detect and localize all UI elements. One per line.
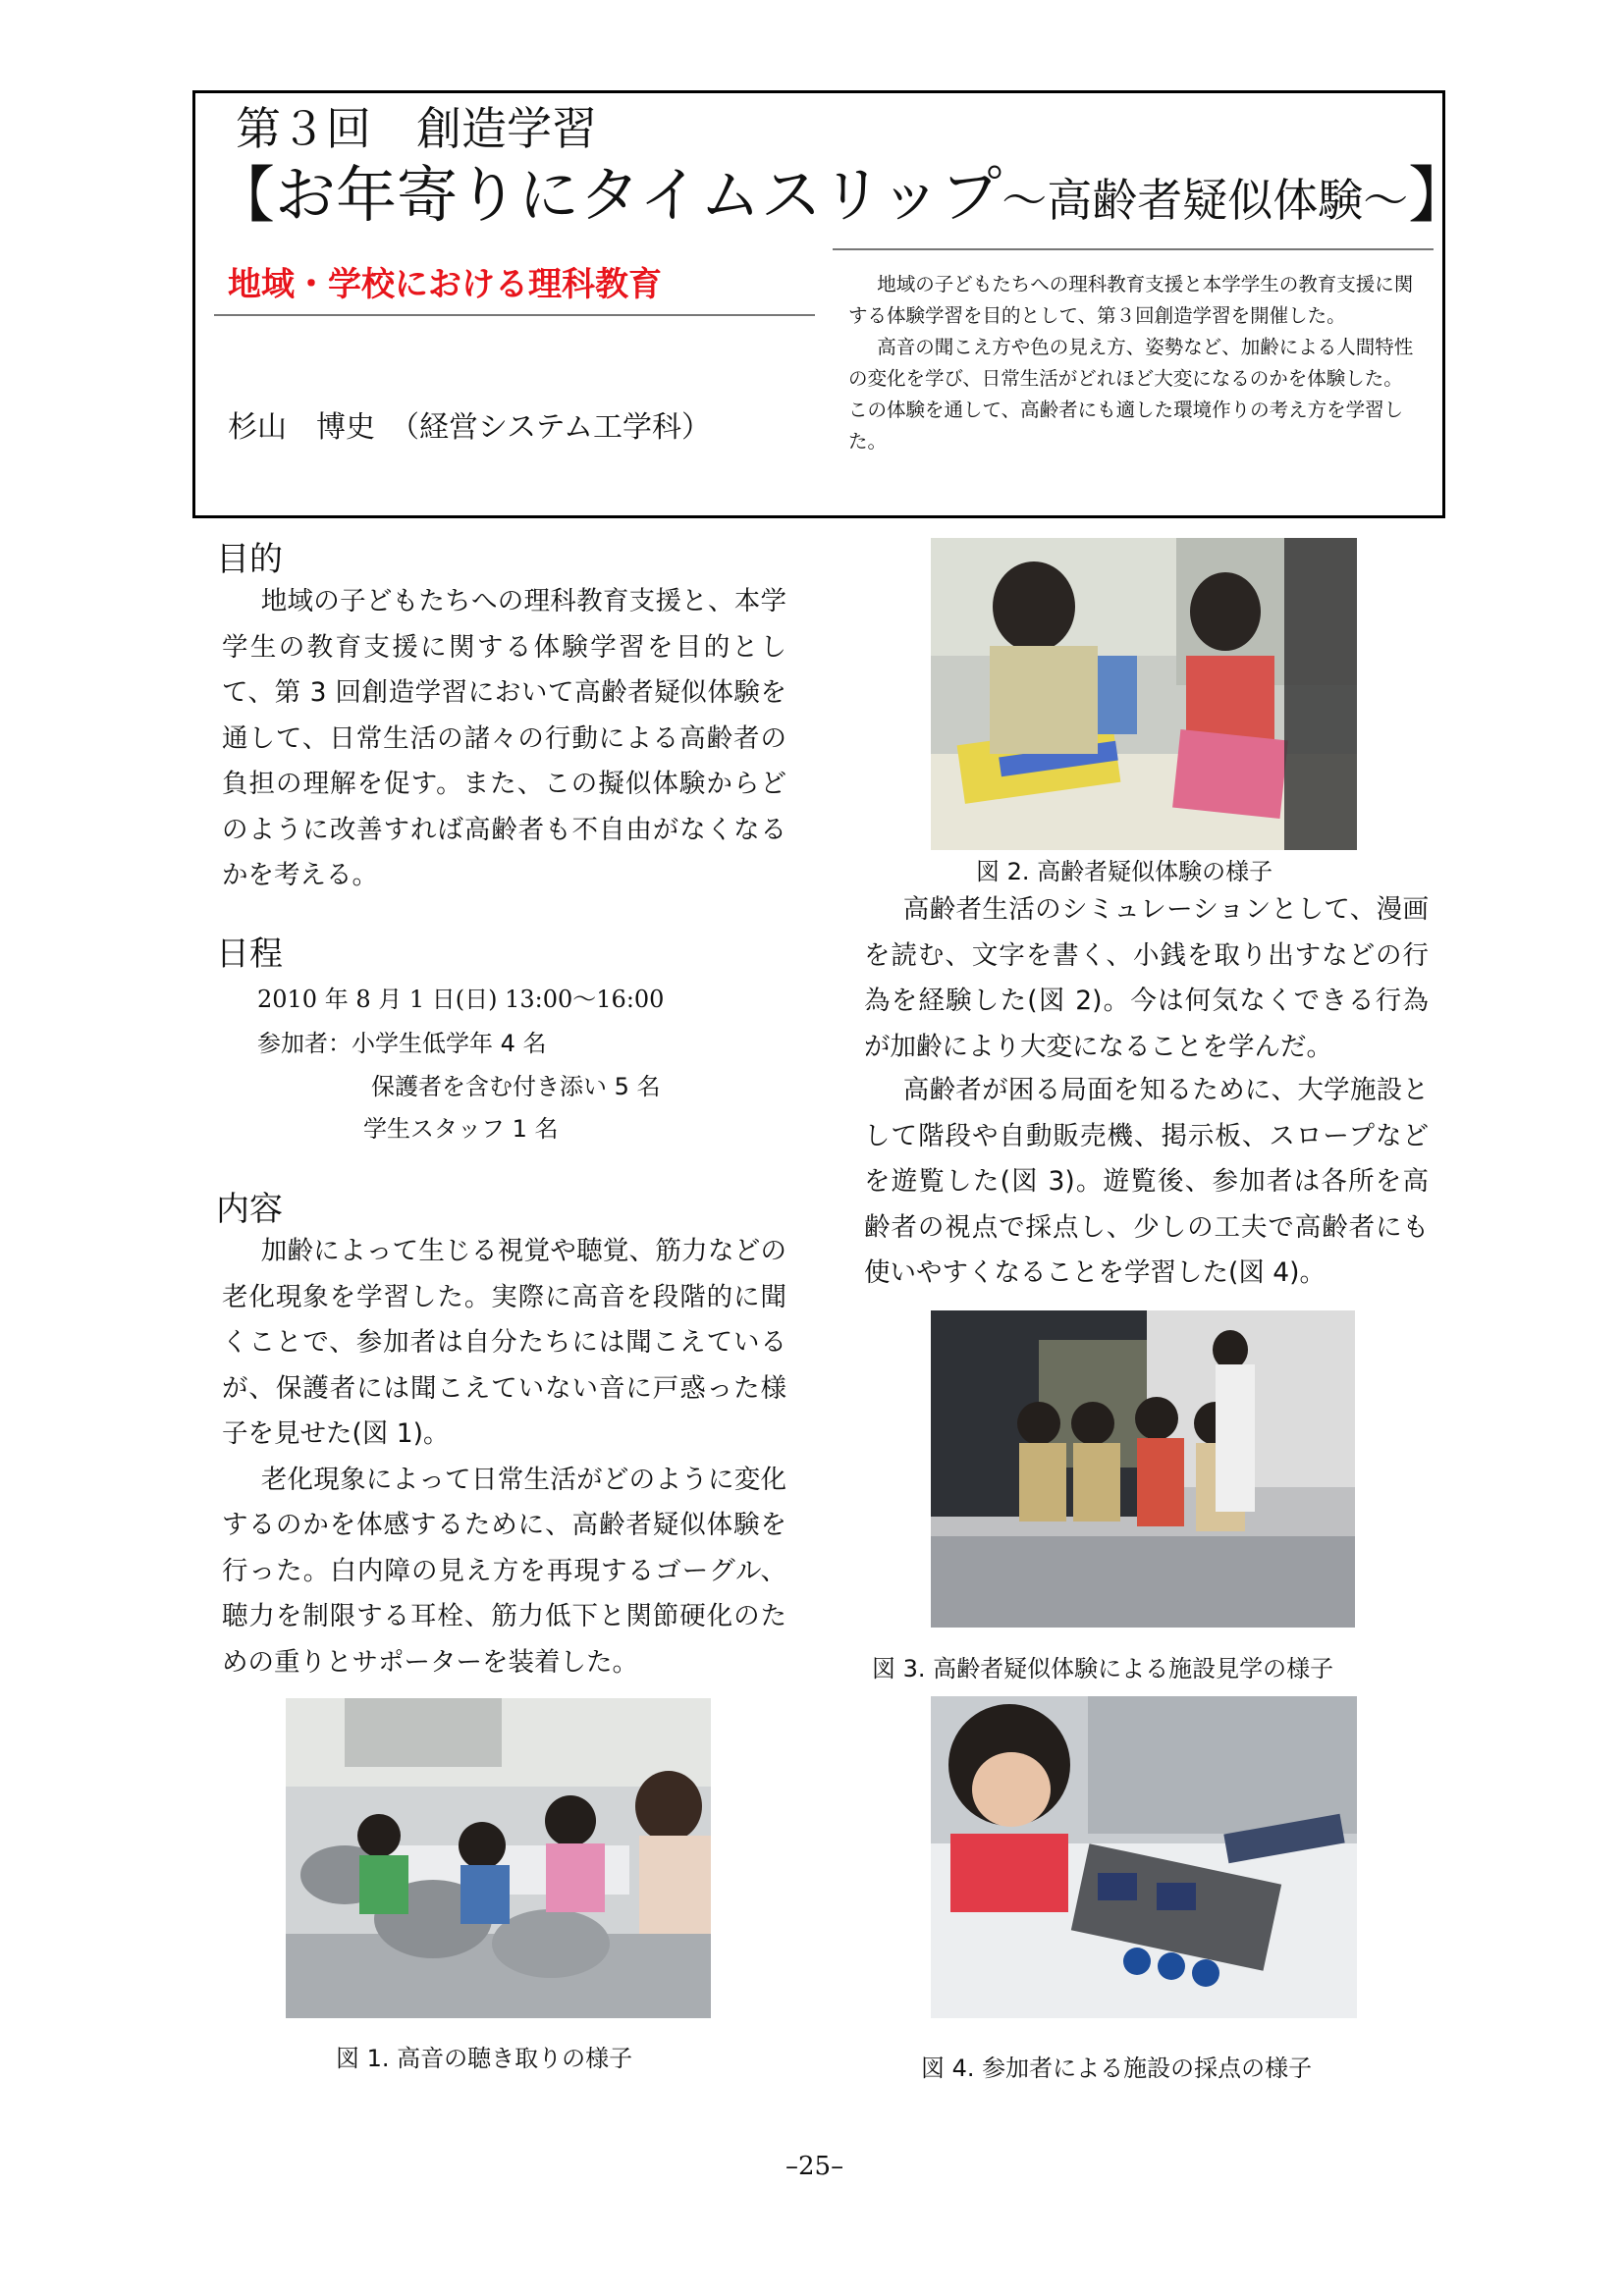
page-number: –25– bbox=[785, 2152, 844, 2181]
divider bbox=[833, 248, 1434, 250]
figure-4-caption: 図 4. 参加者による施設の採点の様子 bbox=[921, 2055, 1313, 2082]
figure-2-caption: 図 2. 高齢者疑似体験の様子 bbox=[976, 858, 1273, 885]
abstract-paragraph: 地域の子どもたちへの理科教育支援と本学学生の教育支援に関する体験学習を目的として、第３回創造学習を開催した。 bbox=[848, 273, 1414, 327]
figure-3-caption: 図 3. 高齢者疑似体験による施設見学の様子 bbox=[872, 1655, 1334, 1682]
purpose-body bbox=[222, 579, 786, 899]
abstract-paragraph: 高音の聞こえ方や色の見え方、姿勢など、加齢による人間特性の変化を学び、日常生活がどれほど大変になるのかを体験した。この体験を通して、高齢者にも適した環境作りの考え方を学習した。 bbox=[848, 336, 1414, 453]
author-line: 杉山 博史 （経営システム工学科） bbox=[228, 410, 711, 445]
content-body-right bbox=[864, 887, 1429, 1070]
category-label: 地域・学校における理科教育 bbox=[228, 265, 662, 304]
divider bbox=[214, 314, 815, 316]
main-title-text: 【お年寄りにタイムスリップ bbox=[214, 159, 1002, 231]
schedule-participants: 学生スタッフ 1 名 bbox=[363, 1115, 559, 1143]
figure-3-photo bbox=[931, 1310, 1355, 1628]
figure-4-photo bbox=[931, 1696, 1357, 2018]
paragraph: 加齢によって生じる視覚や聴覚、筋力などの老化現象を学習した。実際に高音を段階的に聞くことで、参加者は自分たちには聞こえているが、保護者には聞こえていない音に戸惑った様子を見せた(図 1)。 bbox=[222, 1236, 786, 1449]
figure-1-caption: 図 1. 高音の聴き取りの様子 bbox=[336, 2045, 633, 2072]
paragraph: 高齢者生活のシミュレーションとして、漫画を読む、文字を書く、小銭を取り出すなどの行為を経験した(図 2)。今は何気なくできる行為が加齢により大変になることを学んだ。 bbox=[864, 894, 1429, 1062]
section-heading-schedule: 日程 bbox=[216, 934, 283, 974]
main-title bbox=[214, 159, 1470, 231]
main-title-subtitle: ～高齢者疑似体験～ bbox=[1001, 174, 1409, 227]
series-title: 第３回 創造学習 bbox=[236, 102, 597, 155]
paragraph: 老化現象によって日常生活がどのように変化するのかを体感するために、高齢者疑似体験を行った。白内障の見え方を再現するゴーグル、聴力を制限する耳栓、筋力低下と関節硬化のための重りとサポーターを装着した。 bbox=[222, 1464, 786, 1678]
paragraph: 高齢者が困る局面を知るために、大学施設として階段や自動販売機、掲示板、スロープなどを遊覧した(図 3)。遊覧後、参加者は各所を高齢者の視点で採点し、少しの工夫で高齢者にも使いやすくなることを学習した(図 4)。 bbox=[864, 1075, 1429, 1288]
figure-2-photo bbox=[931, 538, 1357, 850]
main-title-close-bracket: 】 bbox=[1408, 159, 1470, 231]
content-body bbox=[222, 1229, 786, 1685]
section-heading-purpose: 目的 bbox=[216, 540, 283, 579]
section-heading-content: 内容 bbox=[216, 1190, 283, 1229]
content-body-right bbox=[864, 1068, 1429, 1297]
schedule-participants: 保護者を含む付き添い 5 名 bbox=[371, 1073, 661, 1100]
figure-1-photo bbox=[286, 1698, 711, 2018]
schedule-participants: 参加者：小学生低学年 4 名 bbox=[257, 1030, 547, 1057]
paragraph: 地域の子どもたちへの理科教育支援と、本学学生の教育支援に関する体験学習を目的として、第 3 回創造学習において高齢者疑似体験を通して、日常生活の諸々の行動による高齢者の負担の理解を促す。また、この擬似体験からどのように改善すれば高齢者も不自由がなくなるかを考える。 bbox=[222, 586, 786, 890]
schedule-date: 2010 年 8 月 1 日(日) 13:00〜16:00 bbox=[257, 986, 665, 1013]
abstract bbox=[848, 269, 1414, 457]
